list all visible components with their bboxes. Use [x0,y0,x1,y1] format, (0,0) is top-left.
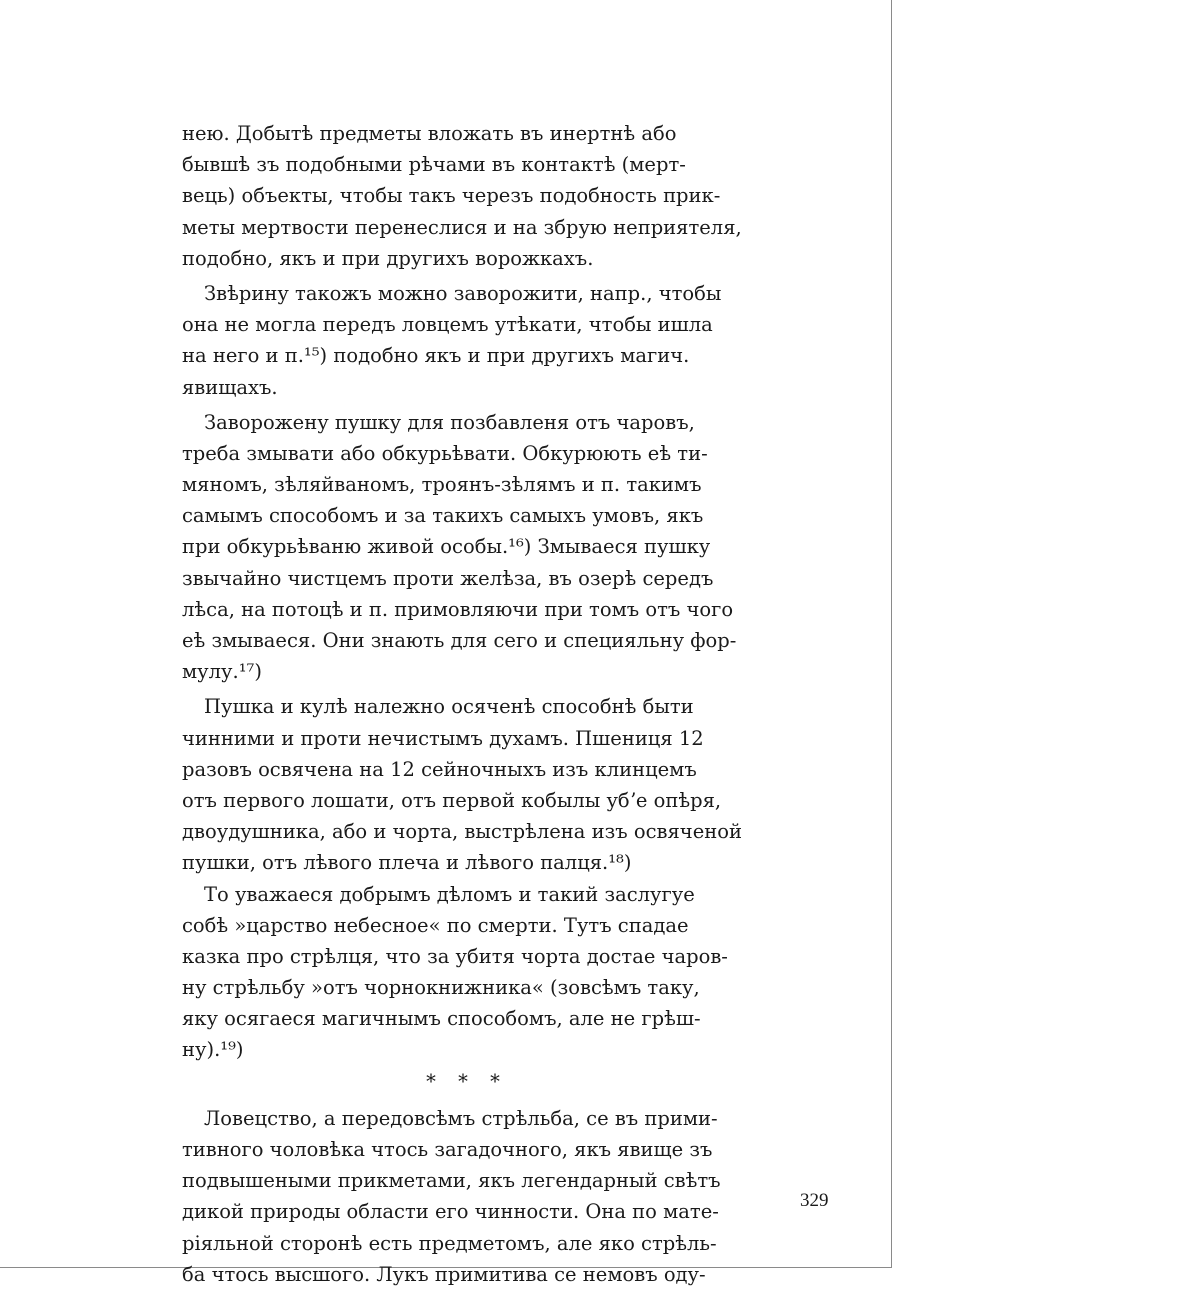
text-line: подобно, якъ и при другихъ ворожкахъ. [182,246,594,270]
text-line: собѣ »царство небесное« по смерти. Тутъ спадае [182,913,689,937]
text-line: ну).¹⁹) [182,1038,244,1062]
text-line: яку осягаеся магичнымъ способомъ, але не грѣш- [182,1007,701,1031]
text-line: нею. Добытѣ предметы вложать въ инертнѣ або [182,122,677,145]
text-line: самымъ способомъ и за такихъ самыхъ умовъ, якъ [182,504,704,528]
text-line: мяномъ, зѣляйваномъ, троянъ-зѣлямъ и п. такимъ [182,473,702,497]
text-line: вець) объекты, чтобы такъ черезъ подобность прик- [182,184,721,208]
paragraph [182,118,742,274]
text-line: подвышеными прикметами, якъ легендарный свѣтъ [182,1169,721,1193]
text-line: тивного чоловѣка чтось загадочного, якъ явище зъ [182,1138,713,1161]
text-line: на него и п.¹⁵) подобно якъ и при другихъ магич. [182,344,690,368]
text-line: разовъ освячена на 12 сейночныхъ изъ клинцемъ [182,757,697,781]
text-line: Ловецство, а передовсѣмъ стрѣльба, се въ прими- [204,1106,718,1130]
paragraph [182,278,722,403]
text-line: чинними и проти нечистымъ духамъ. Пшениця 12 [182,726,704,750]
text-line: ну стрѣльбу »отъ чорнокнижника« (зовсѣмъ таку, [182,976,700,1000]
text-line: меты мертвости перенеслися и на збрую неприятеля, [182,215,742,239]
text-line: явищахъ. [182,375,278,399]
section-separator: * * * [426,1069,508,1093]
text-line: она не могла передъ ловцемъ утѣкати, чтобы ишла [182,313,713,337]
text-line: отъ первого лошати, отъ первой кобылы убʼе опѣря, [182,788,722,812]
text-line: Заворожену пушку для позбавленя отъ чаровъ, [204,410,695,434]
text-line: Пушка и кулѣ належно осяченѣ способнѣ быти [204,695,694,719]
text-line: ріяльной сторонѣ есть предметомъ, але яко стрѣль- [182,1231,717,1255]
text-line: казка про стрѣлця, что за убитя чорта достае чаров- [182,944,728,968]
paragraph [182,1103,722,1290]
text-line: еѣ змываеся. Они знають для сего и специяльну фор- [182,629,737,652]
body-text [182,118,742,1290]
paragraph [182,879,728,1066]
text-line: треба змывати або обкурьѣвати. Обкурюють еѣ ти- [182,441,708,465]
text-line: лѣса, на потоцѣ и п. примовляючи при томъ отъ чого [182,597,734,621]
page-number: 329 [800,1190,829,1211]
text-line: Звѣрину такожъ можно заворожити, напр., чтобы [204,281,722,305]
text-line: пушки, отъ лѣвого плеча и лѣвого палця.¹⁸) [182,851,632,875]
paragraph [182,407,737,688]
text-line: дикой природы области его чинности. Она по мате- [182,1200,719,1224]
text-line: ба чтось высшого. Лукъ примитива се немовъ оду- [182,1262,706,1286]
text-line: То уважаеся добрымъ дѣломъ и такий заслугуе [204,882,695,906]
text-line: звычайно чистцемъ проти желѣза, въ озерѣ середъ [182,566,714,590]
text-line: двоудушника, або и чорта, выстрѣлена изъ освяченой [182,820,742,844]
text-line: мулу.¹⁷) [182,660,262,684]
text-line: бывшѣ зъ подобными рѣчами въ контактѣ (мерт- [182,153,686,177]
paragraph [182,691,742,878]
text-line: при обкурьѣваню живой особы.¹⁶) Змываеся пушку [182,535,711,559]
